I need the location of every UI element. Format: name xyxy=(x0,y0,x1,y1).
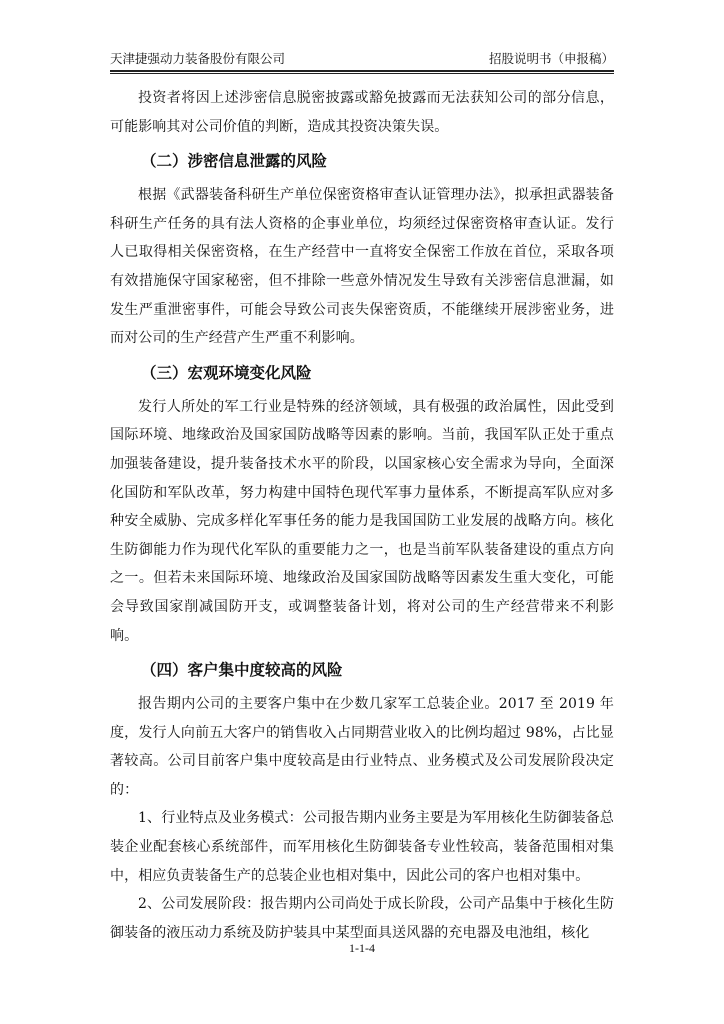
section-heading-secret-leak: （二）涉密信息泄露的风险 xyxy=(141,152,328,171)
paragraph-industry-features: 1、行业特点及业务模式：公司报告期内业务主要是为军用核化生防御装备总装企业配套核心系统部件，而军用核化生防御装备专业性较高，装备范围相对集中，相应负责装备生产的总装企业也相对集中，因此公司的客户也相对集中。 xyxy=(110,810,614,884)
section-heading-customer-concentration: （四）客户集中度较高的风险 xyxy=(141,661,343,680)
header-rule-thick xyxy=(110,70,614,72)
header-document-title: 招股说明书（申报稿） xyxy=(488,51,614,66)
paragraph-macro-environment: 发行人所处的军工行业是特殊的经济领域，具有极强的政治属性，因此受到国际环境、地缘政治及国家国防战略等因素的影响。当前，我国军队正处于重点加强装备建设，提升装备技术水平的阶段，以国家核心安全需求为导向，全面深化国防和军队改革，努力构建中国特色现代军事力量体系，不断提高军队应对多种安全威胁、完成多样化军事任务的能力是我国国防工业发展的战略方向。核化生防御能力作为现代化军队的重要能力之一，也是当前军队装备建设的重点方向之一。但若未来国际环境、地缘政治及国家国防战略等因素发生重大变化，可能会导致国家削减国防开支，或调整装备计划，将对公司的生产经营带来不利影响。 xyxy=(110,398,614,644)
paragraph-development-stage: 2、公司发展阶段：报告期内公司尚处于成长阶段，公司产品集中于核化生防御装备的液压动力系统及防护装具中某型面具送风器的充电器及电池组，核化 xyxy=(110,896,614,941)
page-header xyxy=(110,50,614,68)
paragraph-secret-leak: 根据《武器装备科研生产单位保密资格审查认证管理办法》，拟承担武器装备科研生产任务的具有法人资格的企事业单位，均须经过保密资格审查认证。发行人已取得相关保密资格，在生产经营中一直将安全保密工作放在首位，采取各项有效措施保守国家秘密，但不排除一些意外情况发生导致有关涉密信息泄漏，如发生严重泄密事件，可能会导致公司丧失保密资质，不能继续开展涉密业务，进而对公司的生产经营产生严重不利影响。 xyxy=(110,187,614,347)
section-heading-macro-environment: （三）宏观环境变化风险 xyxy=(141,363,312,382)
page-body xyxy=(110,84,614,947)
paragraph-intro: 投资者将因上述涉密信息脱密披露或豁免披露而无法获知公司的部分信息，可能影响其对公司价值的判断，造成其投资决策失误。 xyxy=(110,90,614,135)
paragraph-customer-concentration: 报告期内公司的主要客户集中在少数几家军工总装企业。2017 至 2019 年度，发行人向前五大客户的销售收入占同期营业收入的比例均超过 98%，占比显著较高。公司目前客户集中度较高是由行业特点、业务模式及公司发展阶段决定的： xyxy=(110,696,614,798)
header-rule-thin xyxy=(110,73,614,74)
page-number: 1-1-4 xyxy=(349,941,375,955)
header-company-name: 天津捷强动力装备股份有限公司 xyxy=(110,51,286,66)
